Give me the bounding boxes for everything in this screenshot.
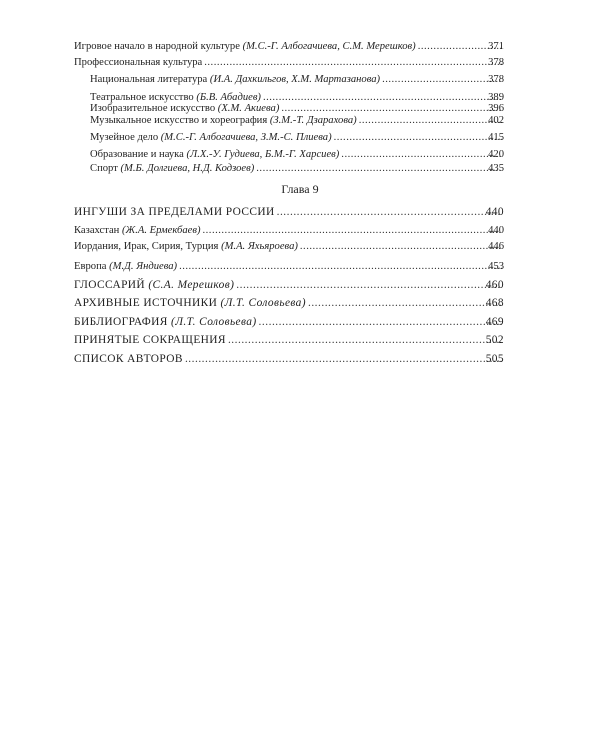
toc-entry[interactable] (90, 73, 504, 87)
toc-entry-authors: (Л.Х.-У. Гудиева, Б.М.-Г. Харсиев) (186, 149, 340, 160)
dot-leader (185, 352, 502, 366)
toc-entry-authors: (Л.Т. Соловьева) (171, 316, 257, 328)
toc-entry-title: Театральное искусство (Б.В. Абадиев) (90, 92, 261, 103)
dot-leader (256, 162, 502, 176)
toc-page-number: 460 (485, 279, 504, 291)
dot-leader (203, 224, 503, 238)
toc-page-number: 389 (488, 92, 504, 103)
toc-entry[interactable] (74, 205, 504, 219)
toc-entry-title: ГЛОССАРИЙ (С.А. Мерешков) (74, 279, 235, 291)
toc-page-number: 505 (485, 353, 504, 365)
toc-entry[interactable] (90, 131, 504, 145)
toc-page-number: 502 (485, 334, 504, 346)
toc-entry-title: Изобразительное искусство (Х.М. Акиева) (90, 103, 280, 114)
dot-leader (308, 296, 502, 310)
toc-page-number: 468 (485, 297, 504, 309)
toc-entry[interactable] (74, 352, 504, 366)
toc-page-number: 453 (488, 261, 504, 272)
toc-entry-title: Музейное дело (М.С.-Г. Албогачиева, З.М.-С. Плиева) (90, 132, 332, 143)
toc-entry[interactable] (74, 40, 504, 54)
toc-entry-authors: (М.С.-Г. Албогачиева, З.М.-С. Плиева) (160, 132, 332, 143)
toc-entry-authors: (Х.М. Акиева) (217, 103, 280, 114)
toc-entry-authors: (М.Д. Яндиева) (109, 261, 178, 272)
toc-page-number: 440 (488, 225, 504, 236)
toc-entry-title: Иордания, Ирак, Сирия, Турция (М.А. Яхьяроева) (74, 241, 298, 252)
toc-entry[interactable] (74, 296, 504, 310)
toc-entry-title: АРХИВНЫЕ ИСТОЧНИКИ (Л.Т. Соловьева) (74, 297, 306, 309)
dot-leader (334, 131, 502, 145)
toc-entry-authors: (Б.В. Абадиев) (196, 92, 261, 103)
toc-entry[interactable] (74, 333, 504, 347)
toc-entry-title: ИНГУШИ ЗА ПРЕДЕЛАМИ РОССИИ (74, 206, 275, 218)
dot-leader (277, 205, 502, 219)
toc-entry-title: БИБЛИОГРАФИЯ (Л.Т. Соловьева) (74, 316, 257, 328)
toc-entry[interactable] (74, 278, 504, 292)
toc-page-number: 396 (488, 103, 504, 114)
toc-entry-title: Европа (М.Д. Яндиева) (74, 261, 178, 272)
toc-entry-title: Казахстан (Ж.А. Ермекбаев) (74, 225, 201, 236)
toc-page-number: 371 (488, 41, 504, 52)
toc-entry[interactable] (74, 56, 504, 70)
dot-leader (300, 240, 502, 254)
toc-page-number: 435 (488, 163, 504, 174)
toc-entry-title: Музыкальное искусство и хореография (З.М.-Т. Дзарахова) (90, 115, 357, 126)
toc-entry-authors: (М.Б. Долгиева, Н.Д. Кодзоев) (120, 163, 255, 174)
toc-page-number: 440 (485, 206, 504, 218)
toc-page-number: 420 (488, 149, 504, 160)
toc-entry[interactable] (74, 315, 504, 329)
dot-leader (179, 260, 502, 274)
dot-leader (204, 56, 502, 70)
toc-entry-title: ПРИНЯТЫЕ СОКРАЩЕНИЯ (74, 334, 226, 346)
chapter-heading: Глава 9 (281, 182, 319, 196)
toc-entry-title: Игровое начало в народной культуре (М.С.-Г. Албогачиева, С.М. Мерешков) (74, 41, 416, 52)
dot-leader (259, 315, 502, 329)
toc-entry-title: СПИСОК АВТОРОВ (74, 353, 183, 365)
toc-entry-authors: (Л.Т. Соловьева) (220, 297, 306, 309)
toc-page-number: 378 (488, 57, 504, 68)
toc-entry-authors: (З.М.-Т. Дзарахова) (269, 115, 357, 126)
toc-entry-authors: (М.С.-Г. Албогачиева, С.М. Мерешков) (242, 41, 416, 52)
toc-entry[interactable] (74, 240, 504, 254)
toc-entry-authors: (Ж.А. Ермекбаев) (122, 225, 201, 236)
toc-entry[interactable] (90, 114, 504, 128)
toc-entry[interactable] (74, 260, 504, 274)
toc-page-number: 402 (488, 115, 504, 126)
toc-entry-authors: (И.А. Дахкильгов, Х.М. Мартазанова) (209, 74, 381, 85)
toc-page-number: 415 (488, 132, 504, 143)
toc-page-number: 446 (488, 241, 504, 252)
dot-leader (236, 278, 502, 292)
toc-page-number: 378 (488, 74, 504, 85)
toc-entry-authors: (М.А. Яхьяроева) (221, 241, 298, 252)
toc-entry[interactable] (90, 162, 504, 176)
toc-entry[interactable] (74, 224, 504, 238)
dot-leader (228, 333, 502, 347)
toc-entry-title: Образование и наука (Л.Х.-У. Гудиева, Б.М.-Г. Харсиев) (90, 149, 340, 160)
toc-page-number: 469 (485, 316, 504, 328)
toc-entry-title: Спорт (М.Б. Долгиева, Н.Д. Кодзоев) (90, 163, 255, 174)
toc-entry[interactable] (90, 148, 504, 162)
toc-entry-title: Национальная литература (И.А. Дахкильгов, Х.М. Мартазанова) (90, 74, 381, 85)
toc-entry-title: Профессиональная культура (74, 57, 203, 68)
toc-entry-authors: (С.А. Мерешков) (148, 279, 235, 291)
